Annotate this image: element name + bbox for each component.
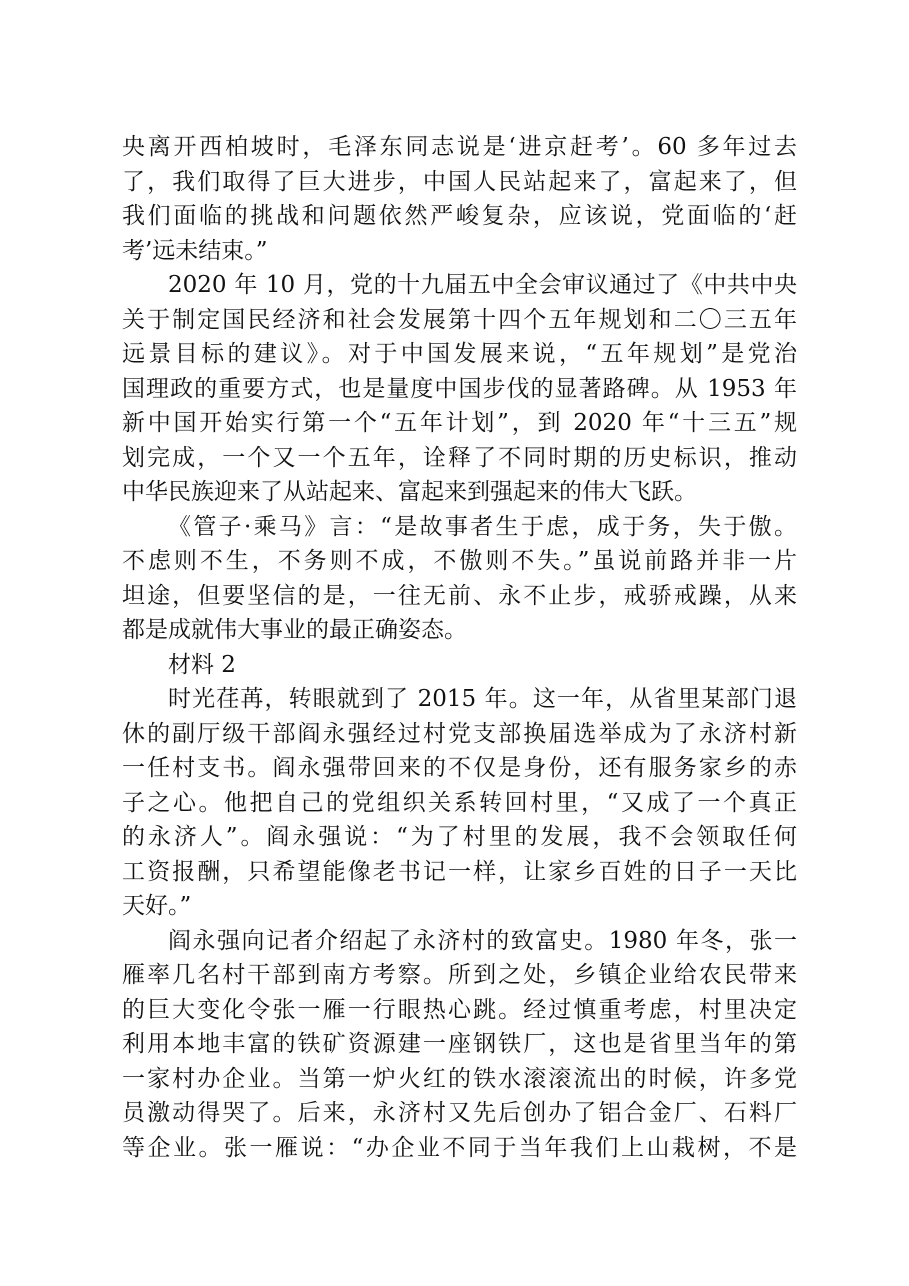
- text-line: 2020 年 10 月，党的十九届五中全会审议通过了《中共中央: [168, 272, 797, 298]
- text-line: 的巨大变化令张一雁一行眼热心跳。经过慎重考虑，村里决定: [122, 996, 797, 1023]
- text-line: 划完成，一个又一个五年，诠释了不同时期的历史标识，推动: [122, 444, 797, 471]
- text-line: 关于制定国民经济和社会发展第十四个五年规划和二〇三五年: [122, 306, 797, 333]
- paragraph-3: [122, 510, 797, 648]
- text-line: 等企业。张一雁说：“办企业不同于当年我们上山栽树，不是: [122, 1134, 797, 1161]
- text-line: 一任村支书。阎永强带回来的不仅是身份，还有服务家乡的赤: [122, 755, 797, 781]
- paragraph-1: [122, 130, 797, 268]
- text-line: 了，我们取得了巨大进步，中国人民站起来了，富起来了，但: [122, 168, 797, 195]
- text-line: 员激动得哭了。后来，永济村又先后创办了铝合金厂、石料厂: [122, 1100, 797, 1126]
- text-line: 央离开西柏坡时，毛泽东同志说是‘进京赶考’。60 多年过去: [122, 134, 797, 160]
- text-line: 我们面临的挑战和问题依然严峻复杂，应该说，党面临的‘赶: [122, 203, 797, 229]
- section-heading: [122, 648, 797, 683]
- text-line: 《管子·乘马》言：“是故事者生于虑，成于务，失于傲。: [168, 513, 797, 540]
- text-line: 休的副厅级干部阎永强经过村党支部换届选举成为了永济村新: [122, 720, 797, 747]
- text-line: 天好。”: [122, 893, 192, 919]
- text-line: 新中国开始实行第一个“五年计划”，到 2020 年“十三五”规: [122, 410, 797, 436]
- text-line: 国理政的重要方式，也是量度中国步伐的显著路碑。从 1953 年: [122, 375, 797, 402]
- text-line: 坦途，但要坚信的是，一往无前、永不止步，戒骄戒躁，从来: [122, 582, 797, 609]
- text-line: 一家村办企业。当第一炉火红的铁水滚滚流出的时候，许多党: [122, 1065, 797, 1092]
- paragraph-2: [122, 268, 797, 510]
- text-line: 子之心。他把自己的党组织关系转回村里，“又成了一个真正: [122, 789, 797, 816]
- text-line: 中华民族迎来了从站起来、富起来到强起来的伟大飞跃。: [122, 479, 697, 505]
- text-line: 工资报酬，只希望能像老书记一样，让家乡百姓的日子一天比: [122, 858, 797, 885]
- text-line: 的永济人”。阎永强说：“为了村里的发展，我不会领取任何: [122, 824, 797, 850]
- text-line: 利用本地丰富的铁矿资源建一座钢铁厂，这也是省里当年的第: [122, 1031, 797, 1057]
- text-line: 阎永强向记者介绍起了永济村的致富史。1980 年冬，张一: [168, 927, 797, 954]
- paragraph-4: [122, 682, 797, 924]
- text-line: 考’远未结束。”: [122, 237, 268, 264]
- text-line: 时光荏苒，转眼就到了 2015 年。这一年，从省里某部门退: [168, 686, 797, 712]
- section-label: 材料 2: [168, 651, 236, 678]
- paragraph-5: [122, 924, 797, 1166]
- text-line: 远景目标的建议》。对于中国发展来说，“五年规划”是党治: [122, 341, 797, 367]
- text-line: 都是成就伟大事业的最正确姿态。: [122, 617, 467, 643]
- text-line: 不虑则不生，不务则不成，不傲则不失。”虽说前路并非一片: [122, 548, 797, 574]
- text-line: 雁率几名村干部到南方考察。所到之处，乡镇企业给农民带来: [122, 962, 797, 988]
